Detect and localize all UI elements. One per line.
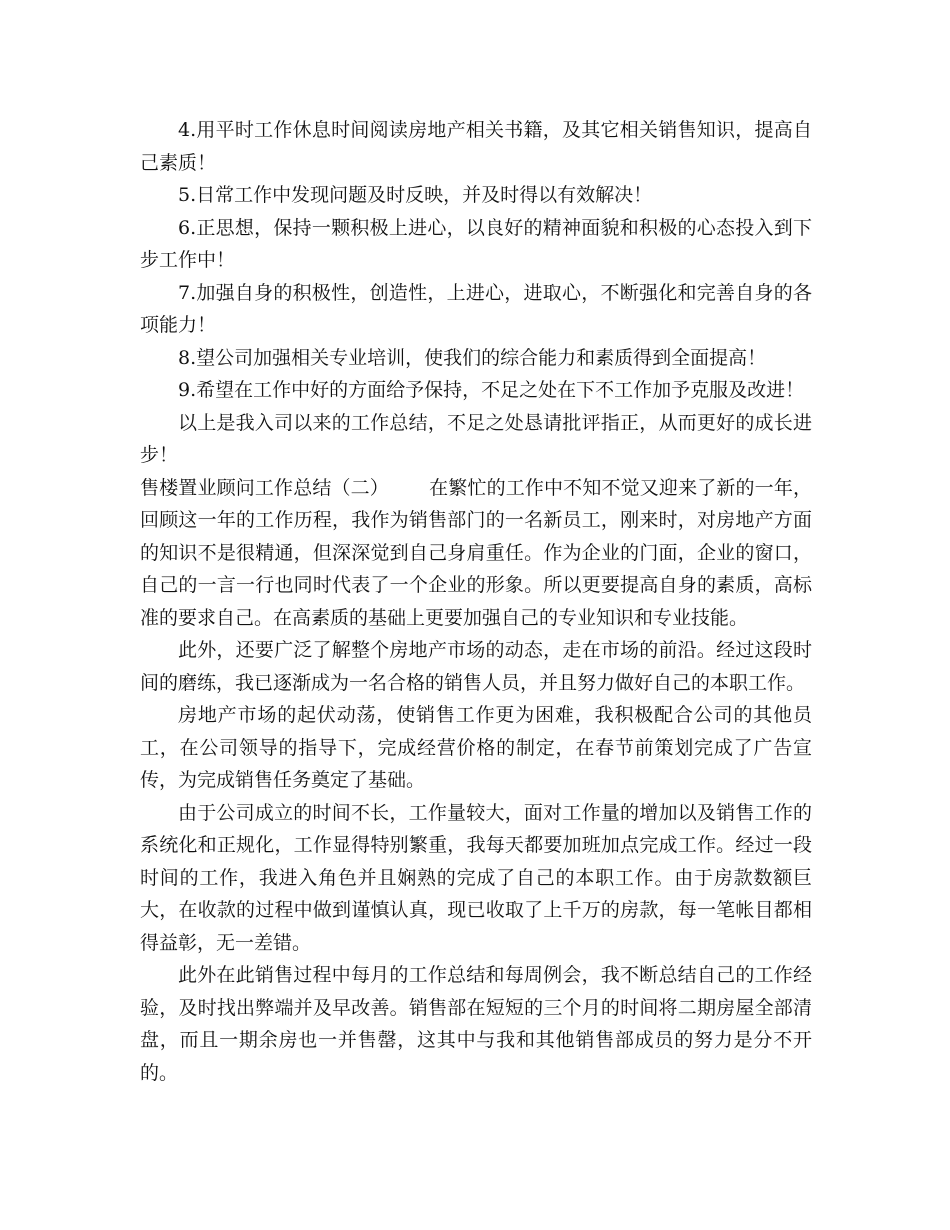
list-item: 9.希望在工作中好的方面给予保持，不足之处在下不工作加予克服及改进！ bbox=[178, 379, 805, 401]
section-title: 售楼置业顾问工作总结（二） bbox=[140, 476, 389, 499]
closing-paragraph: 以上是我入司以来的工作总结，不足之处恳请批评指正，从而更好的成长进步！ bbox=[140, 411, 812, 466]
list-item: 4.用平时工作休息时间阅读房地产相关书籍，及其它相关销售知识，提高自己素质！ bbox=[140, 119, 812, 174]
list-item: 7.加强自身的积极性，创造性，上进心，进取心，不断强化和完善自身的各项能力！ bbox=[140, 281, 812, 336]
list-item: 6.正思想，保持一颗积极上进心，以良好的精神面貌和积极的心态投入到下步工作中！ bbox=[140, 216, 812, 271]
paragraph: 此外在此销售过程中每月的工作总结和每周例会，我不断总结自己的工作经验，及时找出弊端并及早改善。销售部在短短的三个月的时间将二期房屋全部清盘，而且一期余房也一并售罄，这其中与我和其他销售部成员的努力是分不开的。 bbox=[140, 964, 812, 1084]
document-body bbox=[140, 114, 812, 1089]
section-intro: 在繁忙的工作中不知不觉又迎来了新的一年，回顾这一年的工作历程，我作为销售部门的一名新员工，刚来时，对房地产方面的知识不是很精通，但深深觉到自己身肩重任。作为企业的门面，企业的窗口，自己的一言一行也同时代表了一个企业的形象。所以更要提高自身的素质，高标准的要求自己。在高素质的基础上更要加强自己的专业知识和专业技能。 bbox=[140, 476, 812, 629]
paragraph: 房地产市场的起伏动荡，使销售工作更为困难，我积极配合公司的其他员工，在公司领导的指导下，完成经营价格的制定，在春节前策划完成了广告宣传，为完成销售任务奠定了基础。 bbox=[140, 704, 812, 791]
list-item: 5.日常工作中发现问题及时反映，并及时得以有效解决！ bbox=[178, 184, 653, 206]
section-block bbox=[140, 472, 812, 635]
paragraph: 此外，还要广泛了解整个房地产市场的动态，走在市场的前沿。经过这段时间的磨练，我已逐渐成为一名合格的销售人员，并且努力做好自己的本职工作。 bbox=[140, 639, 812, 694]
list-item: 8.望公司加强相关专业培训，使我们的综合能力和素质得到全面提高！ bbox=[178, 346, 767, 369]
paragraph: 由于公司成立的时间不长，工作量较大，面对工作量的增加以及销售工作的系统化和正规化，工作显得特别繁重，我每天都要加班加点完成工作。经过一段时间的工作，我进入角色并且娴熟的完成了自己的本职工作。由于房款数额巨大，在收款的过程中做到谨慎认真，现已收取了上千万的房款，每一笔帐目都相得益彰，无一差错。 bbox=[140, 801, 812, 954]
